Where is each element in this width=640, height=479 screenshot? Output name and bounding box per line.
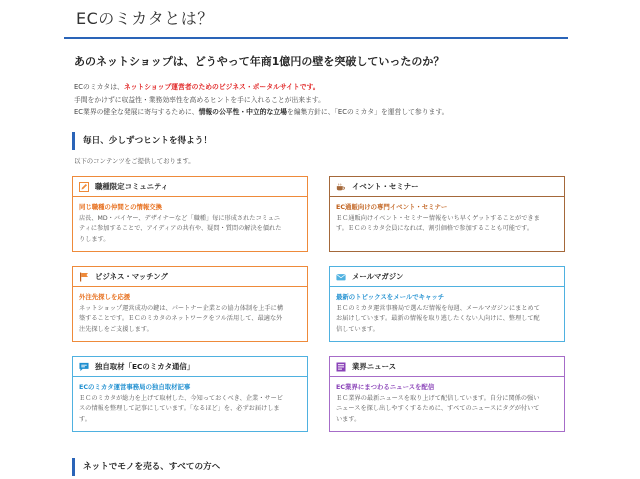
title-divider (64, 37, 568, 39)
document-icon (336, 362, 346, 372)
card-subtitle: 外注先探しを応援 (79, 293, 131, 301)
card-description: ネットショップ運営成功の鍵は、パートナー企業との協力体制を上手に構 築することです。ＥＣのミカタのネットワークをフル活用して、最適な外 注先探しをご支援します。 (79, 305, 284, 333)
card-subtitle: ECのミカタ運営事務局の独自取材記事 (79, 383, 191, 391)
card-title: 職種限定コミュニティ (95, 182, 169, 191)
card-description: ＥＣ業界の最新ニュースを取り上げて配信しています。自分に関係の强い ニュースを探し出しやすくするために、すべてのニュースにタグが付いて います。 (336, 395, 540, 423)
flag-icon (79, 272, 89, 282)
chat-icon (79, 362, 89, 372)
card-industry-news[interactable] (329, 356, 565, 432)
card-subtitle: 最新のトピックスをメールでキャッチ (336, 293, 445, 301)
card-title: 業界ニュース (352, 362, 396, 371)
intro-text (74, 81, 574, 119)
emphasis-text: 情報の公平性・中立的な立場 (198, 108, 287, 117)
card-description: ＥＣのミカタが総力を上げて取材した、今知っておくべき、企業・サービ スの情報を整理して記事にしています。「なるほど」を、必ずお届けしま す。 (79, 395, 283, 423)
card-subtitle: 同じ職種の仲間との情報交換 (79, 203, 163, 211)
card-title: 独自取材「ECのミカタ通信」 (95, 362, 195, 371)
card-subtitle: EC業界にまつわるニュースを配信 (336, 383, 435, 391)
intro-line-2: 手間をかけずに収益性・業務効率性を高めるヒントを手に入れることが出来ます。 (74, 95, 325, 104)
mail-icon (336, 272, 346, 282)
headline: あのネットショップは、どうやって年商1億円の壁を突破していったのか？ (74, 55, 445, 68)
highlight-text: ネットショップ運営者のためのビジネス・ポータルサイトです。 (123, 83, 320, 91)
card-description: 店長、MD・バイヤー、デザイナーなど「職種」毎に形成されたコミュニ ティに参加することで、アイディアの共有や、疑問・質問の解決を價れた りします。 (79, 215, 282, 243)
page-title: ECのミカタとは？ (76, 9, 214, 28)
card-events[interactable] (329, 176, 565, 252)
intro-line-3: EC業界の健全な発展に寄与するために、情報の公平性・中立的な立場を編集方針に、「ECのミカタ」を運営して参ります。 (74, 108, 449, 117)
card-subtitle: EC通販向けの専門イベント・セミナー (336, 203, 448, 211)
card-title: ビジネス・マッチング (95, 272, 168, 281)
card-community[interactable] (72, 176, 308, 252)
section-heading-sellers: ネットでモノを売る、すべての方へ (72, 458, 220, 476)
section-heading-hints: 毎日、少しずつヒントを得よう！ (72, 132, 212, 150)
card-header (73, 357, 307, 377)
card-title: イベント・セミナー (352, 182, 419, 191)
intro-line-1: ECのミカタは、ネットショップ運営者のためのビジネス・ポータルサイトです。 (74, 83, 320, 91)
card-description: ＥＣ通販向けイベント・セミナー情報をいち早くゲットすることができま す。ＥＣのミカタ会員になれば、割引価格で参加することも可能です。 (336, 215, 540, 233)
coffee-icon (336, 182, 346, 192)
card-business-matching[interactable] (72, 266, 308, 342)
card-header (330, 357, 564, 377)
card-header (73, 177, 307, 197)
card-description: ＥＣのミカタ運営事務局で選んだ情報を毎週、メールマガジンにまとめて お届けしています。最新の情報を取り逃したくない人向けに、整理して配 信しています。 (336, 305, 540, 333)
card-original-reports[interactable] (72, 356, 308, 432)
edit-icon (79, 182, 89, 192)
card-header (73, 267, 307, 287)
card-title: メールマガジン (352, 272, 404, 281)
card-newsletter[interactable] (329, 266, 565, 342)
section-subtitle: 以下のコンテンツをご提供しております。 (74, 157, 195, 165)
card-header (330, 267, 564, 287)
card-header (330, 177, 564, 197)
